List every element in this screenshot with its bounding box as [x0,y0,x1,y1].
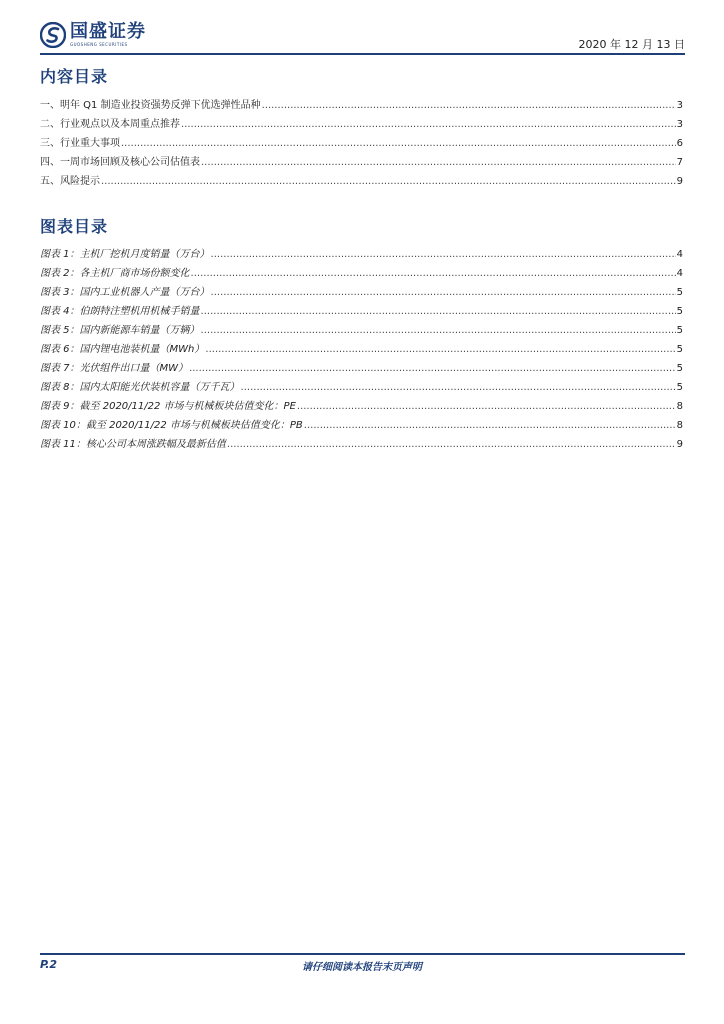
figure-entry[interactable] [40,378,683,397]
guosheng-logo-icon [40,22,66,48]
figure-entry-label: 图表 11：核心公司本周涨跌幅及最新估值 [40,439,226,450]
contents-entry-page-number: 3 [676,119,683,130]
figure-entry[interactable] [40,435,683,454]
dot-leader [211,287,676,298]
footer-divider [40,953,685,955]
figure-entry-label: 图表 2：各主机厂商市场份额变化 [40,268,190,279]
dot-leader [189,363,676,374]
dot-leader [181,119,676,130]
dot-leader [262,100,676,111]
figure-entry[interactable] [40,302,683,321]
dot-leader [101,176,676,187]
dot-leader [201,157,676,168]
figure-entry-page-number: 5 [676,287,683,298]
contents-entry[interactable] [40,134,683,153]
logo-chinese-name: 国盛证券 [70,21,146,42]
contents-entry-label: 二、行业观点以及本周重点推荐 [40,119,180,130]
contents-entry[interactable] [40,153,683,172]
dot-leader [241,382,676,393]
dot-leader [191,268,676,279]
figure-entry[interactable] [40,283,683,302]
contents-entry-page-number: 6 [676,138,683,149]
figures-title: 图表目录 [40,217,109,236]
report-date: 2020 年 12 月 13 日 [578,38,685,51]
figure-entry-page-number: 5 [676,344,683,355]
figure-entry-label: 图表 6：国内锂电池装机量（MWh） [40,344,205,355]
figure-entry-page-number: 9 [676,439,683,450]
figure-entry-label: 图表 10：截至 2020/11/22 市场与机械板块估值变化：PB [40,420,303,431]
contents-title: 内容目录 [40,67,109,86]
figure-entry[interactable] [40,416,683,435]
figure-entry[interactable] [40,340,683,359]
figure-entry-label: 图表 8：国内太阳能光伏装机容量（万千瓦） [40,382,240,393]
figure-entry-label: 图表 5：国内新能源车销量（万辆） [40,325,200,336]
figure-entry-page-number: 5 [676,382,683,393]
figure-entry-label: 图表 1：主机厂挖机月度销量（万台） [40,249,210,260]
figure-entry[interactable] [40,397,683,416]
dot-leader [201,325,676,336]
figure-entry-page-number: 5 [676,325,683,336]
figures-list [40,245,683,454]
figure-entry-page-number: 4 [676,268,683,279]
figure-entry-page-number: 4 [676,249,683,260]
page-number: P.2 [40,958,58,971]
figure-entry-page-number: 5 [676,363,683,374]
company-logo [40,22,146,48]
contents-entry-label: 四、一周市场回顾及核心公司估值表 [40,157,200,168]
contents-entry-page-number: 3 [676,100,683,111]
contents-entry-page-number: 7 [676,157,683,168]
logo-english-name: GUOSHENG SECURITIES [70,42,128,47]
dot-leader [205,344,675,355]
contents-list [40,96,683,191]
figure-entry-page-number: 8 [676,401,683,412]
figure-entry-label: 图表 4：伯朗特注塑机用机械手销量 [40,306,200,317]
dot-leader [201,306,676,317]
contents-entry[interactable] [40,96,683,115]
header-divider [40,53,685,55]
contents-entry-page-number: 9 [676,176,683,187]
dot-leader [211,249,676,260]
dot-leader [304,420,676,431]
figure-entry-page-number: 5 [676,306,683,317]
figure-entry[interactable] [40,321,683,340]
dot-leader [297,401,676,412]
figure-entry-label: 图表 7：光伏组件出口量（MW） [40,363,189,374]
footer-disclaimer: 请仔细阅读本报告末页声明 [302,962,422,973]
figure-entry-page-number: 8 [676,420,683,431]
figure-entry-label: 图表 3：国内工业机器人产量（万台） [40,287,210,298]
contents-entry-label: 三、行业重大事项 [40,138,120,149]
dot-leader [227,439,676,450]
contents-entry-label: 一、明年 Q1 制造业投资强势反弹下优选弹性品种 [40,100,261,111]
dot-leader [121,138,676,149]
figure-entry[interactable] [40,359,683,378]
figure-entry[interactable] [40,245,683,264]
contents-entry[interactable] [40,172,683,191]
figure-entry-label: 图表 9：截至 2020/11/22 市场与机械板块估值变化：PE [40,401,296,412]
contents-entry[interactable] [40,115,683,134]
figure-entry[interactable] [40,264,683,283]
contents-entry-label: 五、风险提示 [40,176,100,187]
